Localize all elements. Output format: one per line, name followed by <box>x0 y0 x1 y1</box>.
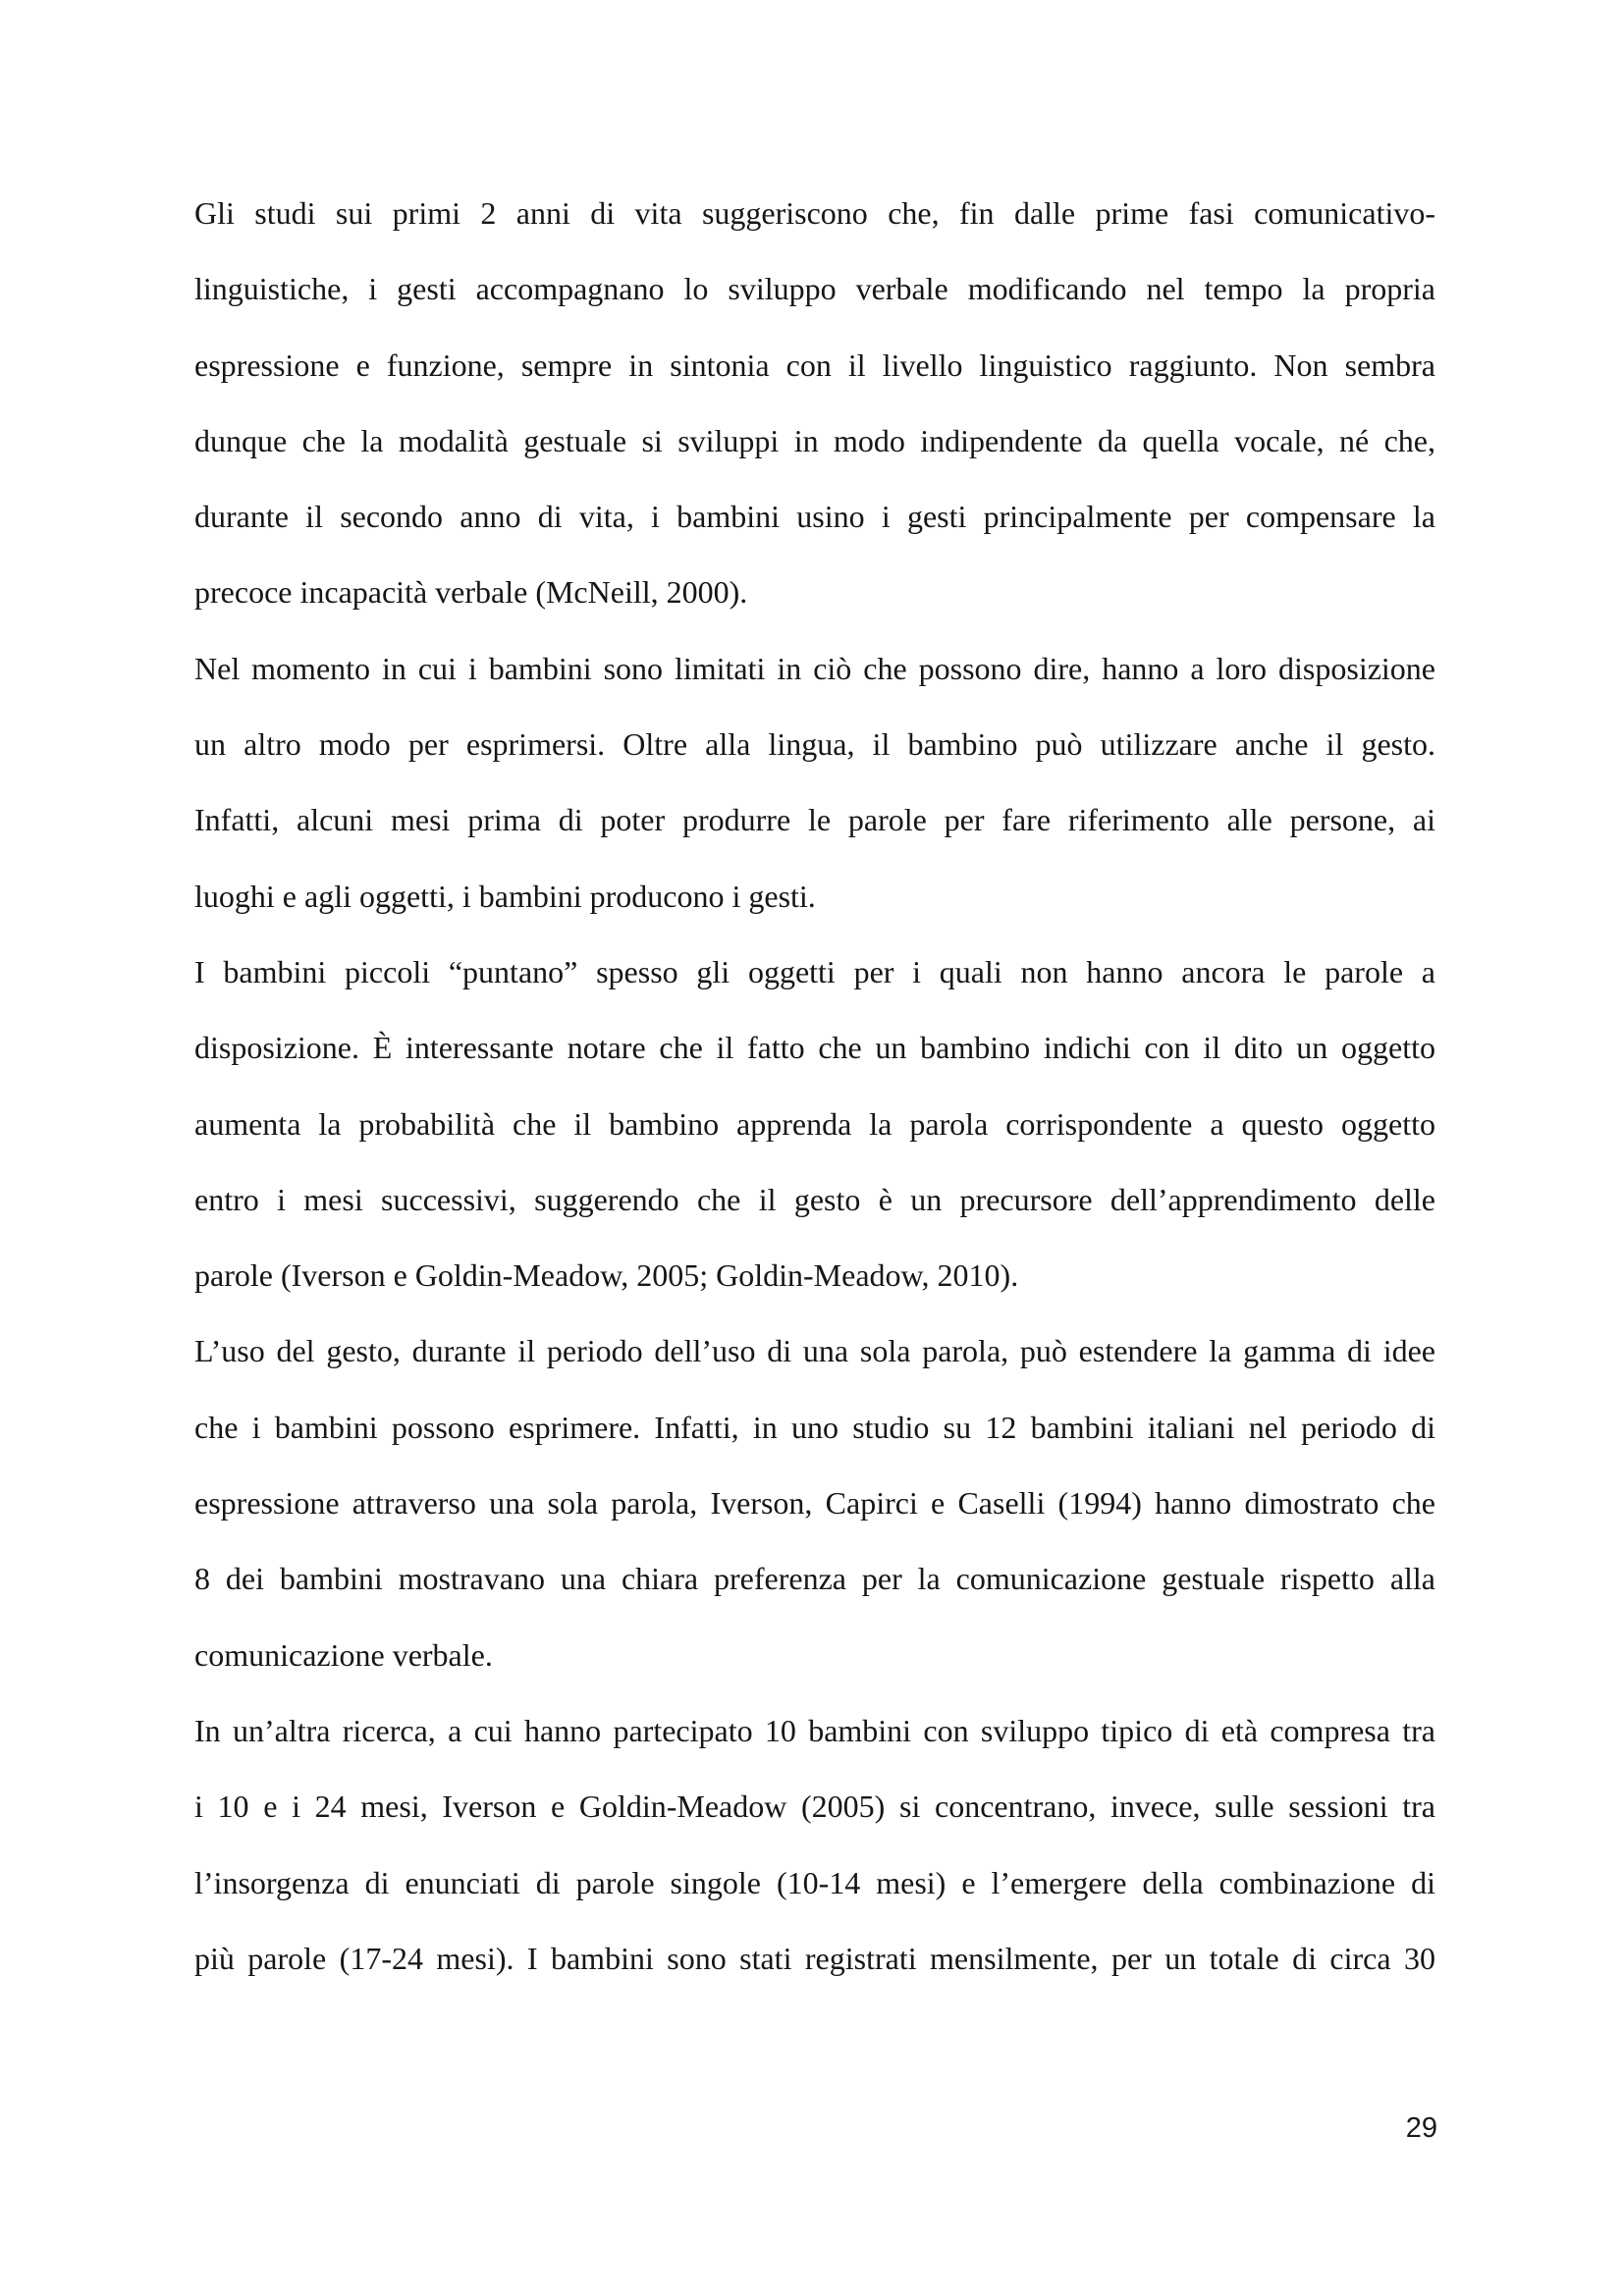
paragraph-line: entro i mesi successivi, suggerendo che il gesto è un precursore dell’apprendimento delle <box>194 1181 1435 1217</box>
paragraph-line: aumenta la probabilità che il bambino apprenda la parola corrispondente a questo oggetto <box>194 1105 1435 1142</box>
paragraph-line: I bambini piccoli “puntano” spesso gli oggetti per i quali non hanno ancora le parole a <box>194 953 1435 989</box>
paragraph-line: disposizione. È interessante notare che il fatto che un bambino indichi con il dito un oggetto <box>194 1030 1435 1066</box>
paragraph-line: In un’altra ricerca, a cui hanno partecipato 10 bambini con sviluppo tipico di età compresa tra <box>194 1712 1435 1748</box>
paragraph-line: precoce incapacità verbale (McNeill, 2000). <box>194 574 748 611</box>
paragraph-line: parole (Iverson e Goldin-Meadow, 2005; Goldin-Meadow, 2010). <box>194 1257 1019 1294</box>
page-number: 29 <box>1405 2112 1437 2144</box>
body-text <box>194 184 1435 2004</box>
paragraph-line: espressione e funzione, sempre in sintonia con il livello linguistico raggiunto. Non sembra <box>194 347 1435 383</box>
paragraph-line: i 10 e i 24 mesi, Iverson e Goldin-Meadow (2005) si concentrano, invece, sulle sessioni tra <box>194 1789 1435 1825</box>
paragraph-line: un altro modo per esprimersi. Oltre alla lingua, il bambino può utilizzare anche il gesto. <box>194 726 1435 763</box>
paragraph-line: espressione attraverso una sola parola, Iverson, Capirci e Caselli (1994) hanno dimostrato che <box>194 1485 1435 1522</box>
paragraph-line: l’insorgenza di enunciati di parole singole (10-14 mesi) e l’emergere della combinazione di <box>194 1864 1435 1900</box>
paragraph-line: Nel momento in cui i bambini sono limitati in ciò che possono dire, hanno a loro disposizione <box>194 650 1435 686</box>
paragraph-line: linguistiche, i gesti accompagnano lo sviluppo verbale modificando nel tempo la propria <box>194 271 1435 307</box>
paragraph-line: dunque che la modalità gestuale si sviluppi in modo indipendente da quella vocale, né che, <box>194 422 1435 458</box>
paragraph-line: L’uso del gesto, durante il periodo dell’uso di una sola parola, può estendere la gamma di idee <box>194 1333 1435 1369</box>
paragraph-line: Gli studi sui primi 2 anni di vita suggeriscono che, fin dalle prime fasi comunicativo- <box>194 195 1435 231</box>
paragraph-line: luoghi e agli oggetti, i bambini producono i gesti. <box>194 878 816 914</box>
paragraph-line: 8 dei bambini mostravano una chiara preferenza per la comunicazione gestuale rispetto alla <box>194 1561 1435 1597</box>
paragraph-line: che i bambini possono esprimere. Infatti, in uno studio su 12 bambini italiani nel periodo di <box>194 1409 1435 1445</box>
paragraph-line: comunicazione verbale. <box>194 1636 493 1673</box>
paragraph-line: più parole (17-24 mesi). I bambini sono stati registrati mensilmente, per un totale di circa 30 <box>194 1940 1435 1976</box>
paragraph-line: durante il secondo anno di vita, i bambini usino i gesti principalmente per compensare la <box>194 499 1435 535</box>
paragraph-line: Infatti, alcuni mesi prima di poter produrre le parole per fare riferimento alle persone, ai <box>194 802 1435 838</box>
